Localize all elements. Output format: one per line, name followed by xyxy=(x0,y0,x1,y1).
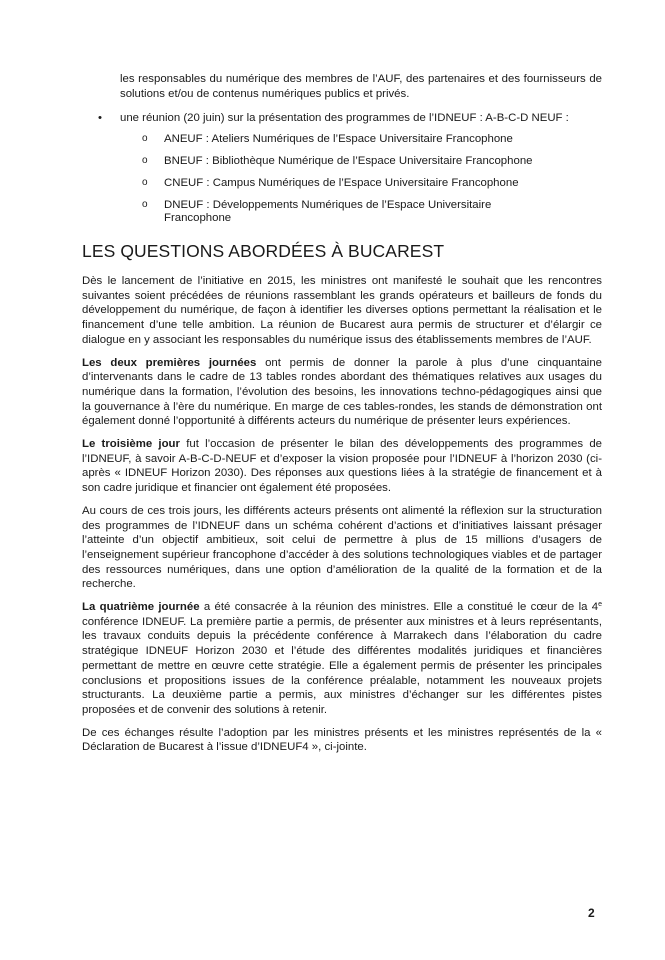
bold-lead: Les deux premières journées xyxy=(82,356,257,369)
paragraph: Les deux premières journées ont permis de donner la parole à plus d’une cinquantaine d’intervenants dans le cadre de 13 tables rondes abordant des thématiques relatives aux usages du numérique dans la formation, l’évolution des besoins, les innovations techno-pédagogiques ainsi que la gouvernance à l’ère du numérique. En marge de ces tables-rondes, les stands de démonstration ont également donné l’opportunité à différents acteurs du numérique de présenter leurs expériences. xyxy=(82,356,603,428)
circle-bullet-icon: o xyxy=(142,177,148,188)
ordinal-superscript: e xyxy=(598,601,603,609)
list-item: o BNEUF : Bibliothèque Numérique de l’Espace Universitaire Francophone xyxy=(142,155,533,167)
bold-lead: Le troisième jour xyxy=(82,438,180,451)
page-number: 2 xyxy=(588,906,595,920)
list-item: o ANEUF : Ateliers Numériques de l’Espace Universitaire Francophone xyxy=(142,133,513,145)
page-content xyxy=(82,72,602,763)
program-list xyxy=(142,133,602,225)
bold-lead: La quatrième journée xyxy=(82,601,200,614)
bullet-text: une réunion (20 juin) sur la présentation des programmes de l’IDNEUF : A-B-C-D NEUF : xyxy=(120,112,569,124)
paragraph: Dès le lancement de l’initiative en 2015, les ministres ont manifesté le souhait que les rencontres suivantes soient précédées de réunions rassemblant les grands opérateurs et bailleurs de fonds du développement du numérique, de façon à identifier les diverses options permettant la réalisation et le financement d’une telle ambition. La réunion de Bucarest aura permis de structurer et d’élargir ce dialogue en y associant les responsables du numérique issus des établissements membres de l’AUF. xyxy=(82,275,602,346)
paragraph: Au cours de ces trois jours, les différents acteurs présents ont alimenté la réflexion sur la structuration des programmes de l’IDNEUF dans un schéma cohérent d’actions et d’initiatives laissant présager l’atteinte d’un objectif ambitieux, soit celui de permettre à plus de 15 millions d’usagers de l’enseignement supérieur francophone d’accéder à des solutions technologiques viables et de partager des ressources numériques, dans une option d’amélioration de la qualité de la formation et de la recherche. xyxy=(82,504,602,591)
paragraph: De ces échanges résulte l’adoption par les ministres présents et les ministres représentés de la « Déclaration de Bucarest à l’issue d’IDNEUF4 », ci-jointe. xyxy=(82,726,602,754)
bullet-item xyxy=(98,111,602,126)
section-heading: LES QUESTIONS ABORDÉES À BUCAREST xyxy=(82,241,445,261)
list-continuation-text: les responsables du numérique des membres de l’AUF, des partenaires et des fournisseurs de solutions et/ou de contenus numériques publics et privés. xyxy=(120,73,602,100)
circle-bullet-icon: o xyxy=(142,155,148,166)
circle-bullet-icon: o xyxy=(142,199,148,210)
list-item: o CNEUF : Campus Numériques de l’Espace Universitaire Francophone xyxy=(142,177,519,189)
bullet-icon: • xyxy=(98,112,102,124)
circle-bullet-icon: o xyxy=(142,133,148,144)
paragraph: La quatrième journée a été consacrée à la réunion des ministres. Elle a constitué le cœur de la 4e conférence IDNEUF. La première partie a permis, de présenter aux ministres et à leurs représentants, les travaux conduits depuis la précédente conférence à Marrakech dans l’élaboration du cadre stratégique IDNEUF Horizon 2030 et l’étude des différentes modalités juridiques et financières permettant de mettre en œuvre cette stratégie. Elle a également permis de présenter les principales conclusions et propositions issues de la conférence préalable, notamment les nouveaux projets structurants. La deuxième partie a permis, aux ministres d’échanger sur les différentes pistes proposées et de convenir des solutions à retenir. xyxy=(82,601,603,716)
paragraph: Le troisième jour fut l’occasion de présenter le bilan des développements des programmes de l’IDNEUF, à savoir A-B-C-D-NEUF et d’exposer la vision proposée pour l’IDNEUF à l’horizon 2030 (ci-après « IDNEUF Horizon 2030). Des réponses aux questions liées à la stratégie de financement et à son cadre juridique et financier ont également été proposées. xyxy=(82,438,602,495)
list-item: o DNEUF : Développements Numériques de l’Espace Universitaire Francophone xyxy=(142,199,492,224)
